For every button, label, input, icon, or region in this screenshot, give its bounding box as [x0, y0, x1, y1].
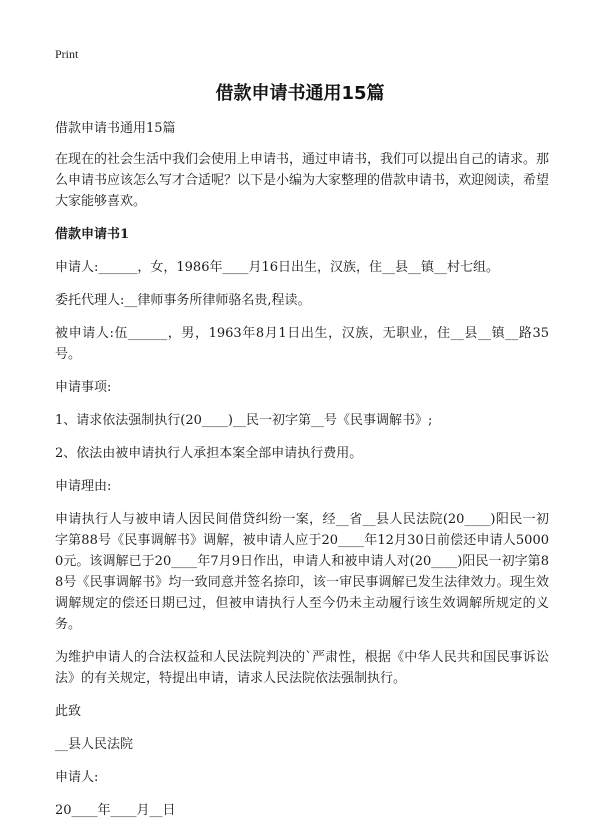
matter-item-1: 1、请求依法强制执行(20____)__民一初字第__号《民事调解书》; [55, 413, 433, 428]
matter-item-2: 2、依法由被申请执行人承担本案全部申请执行费用。 [55, 446, 363, 461]
intro-paragraph: 在现在的社会生活中我们会使用上申请书，通过申请书，我们可以提出自己的请求。那么申请书应该怎么写才合适呢？以下是小编为大家整理的借款申请书，欢迎阅读，希望大家能够喜欢。 [55, 152, 550, 209]
respondent-paragraph: 被申请人:伍______，男，1963年8月1日出生，汉族，无职业，住__县__镇__路35号。 [55, 326, 549, 362]
date-line: 20____年____月__日 [55, 803, 176, 818]
document-body [55, 118, 549, 833]
print-label: Print [55, 47, 79, 61]
court-name: __县人民法院 [55, 737, 134, 752]
salutation: 此致 [55, 704, 82, 719]
reasons-paragraph: 申请执行人与被申请人因民间借贷纠纷一案，经__省__县人民法院(20____)阳民一初字第88号《民事调解书》调解，被申请人应于20____年12月30日前偿还申请人50000元。该调解已于20____年7月9日作出，申请人和被申请人对(20____)阳民一初字第88号《民事调解书》均一致同意并签名捺印，该一审民事调解已发生法律效力。现生效调解规定的偿还日期已过，但被申请执行人至今仍未主动履行该生效调解所规定的义务。 [55, 512, 549, 632]
matters-label: 申请事项: [55, 380, 112, 395]
signature-label: 申请人: [55, 770, 99, 785]
agent-paragraph: 委托代理人:__律师事务所律师骆名贵,程读。 [55, 293, 311, 308]
page-title: 借款申请书通用15篇 [215, 83, 385, 104]
applicant-paragraph: 申请人:______，女，1986年____月16日出生，汉族，住__县__镇__村七组。 [55, 260, 500, 275]
conclusion-paragraph: 为维护申请人的合法权益和人民法院判决的`严肃性，根据《中华人民共和国民事诉讼法》的有关规定，特提出申请，请求人民法院依法强制执行。 [55, 650, 549, 686]
document-subtitle: 借款申请书通用15篇 [55, 121, 176, 136]
section-heading: 借款申请书1 [55, 227, 130, 242]
reasons-label: 申请理由: [55, 479, 112, 494]
